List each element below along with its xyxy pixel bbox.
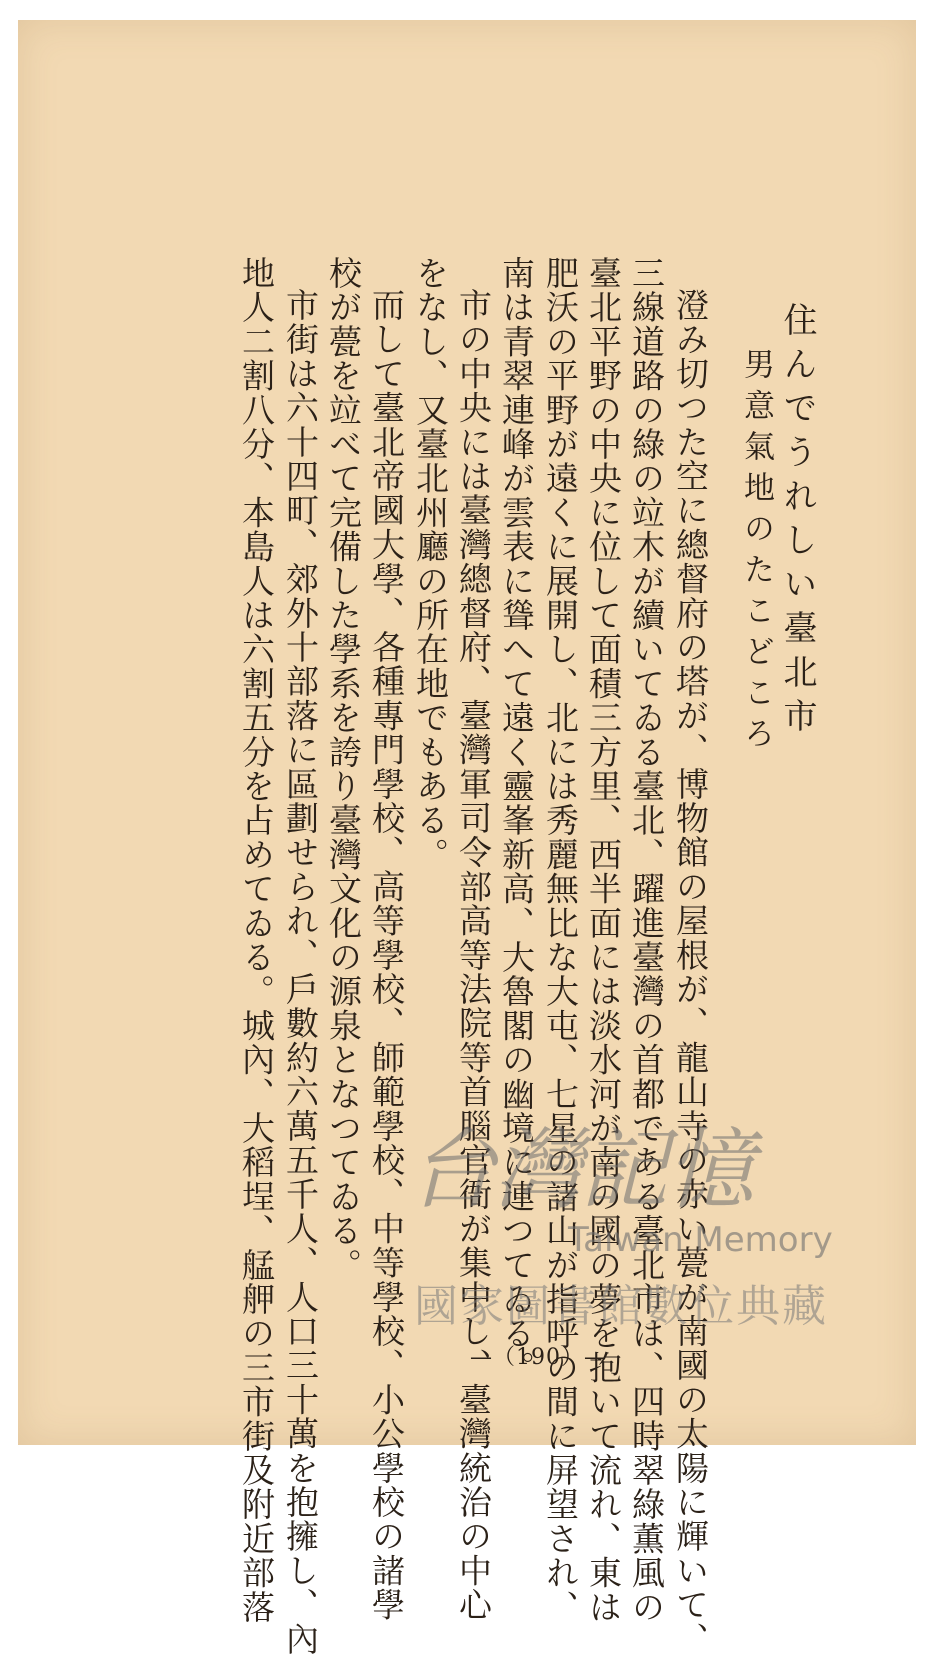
text-line-10: 市街は六十四町、郊外十部落に區劃せられ、戶數約六萬五千人、人口三十萬を抱擁し、內 bbox=[281, 288, 320, 1656]
document-page bbox=[18, 20, 916, 1656]
text-line-11: 地人二割八分、本島人は六割五分を占めてゐる。城內、大稻埕、艋舺の三市街及附近部落 bbox=[237, 256, 276, 1624]
text-line-8: 而して臺北帝國大學、各種專門學校、高等學校、師範學校、中等學校、小公學校の諸學 bbox=[367, 288, 406, 1622]
text-line-1: 澄み切つた空に總督府の塔が、博物館の屋根が、龍山寺の赤い甍が南國の太陽に輝いて、 bbox=[671, 288, 710, 1656]
watermark-english: Taiwan Memory bbox=[568, 1220, 833, 1260]
text-line-7: をなし、又臺北州廳の所在地でもある。 bbox=[411, 256, 450, 872]
text-line-6: 市の中央には臺灣總督府、臺灣軍司令部高等法院等首腦官衙が集中し、臺灣統治の中心 bbox=[454, 288, 493, 1622]
text-line-3: 臺北平野の中央に位して面積三方里、西半面には淡水河が南の國の夢を抱いて流れ、東は bbox=[584, 256, 623, 1624]
document-author: 男意氣地のたこどころ bbox=[738, 348, 774, 758]
watermark-chinese: 國家圖書館數位典藏 bbox=[414, 1281, 828, 1332]
text-line-2: 三線道路の綠の竝木が續いてゐる臺北、躍進臺灣の首都である臺北市は、四時翠綠薫風の bbox=[627, 256, 666, 1624]
document-title: 住んでうれしい臺北市 bbox=[777, 302, 817, 742]
watermark-calligraphy: 台灣記憶 bbox=[408, 1118, 753, 1221]
text-line-5: 南は青翠連峰が雲表に聳へて遠く靈峯新高、大魯閣の幽境に連つてゐる。 bbox=[497, 256, 536, 1385]
text-line-4: 肥沃の平野が遠くに展開し、北には秀麗無比な大屯、七星の諸山が指呼の間に屏望され、 bbox=[541, 256, 580, 1624]
page-number: —（190）— bbox=[470, 1345, 607, 1370]
text-line-9: 校が甍を竝べて完備した學系を誇り臺灣文化の源泉となつてゐる。 bbox=[324, 256, 363, 1282]
